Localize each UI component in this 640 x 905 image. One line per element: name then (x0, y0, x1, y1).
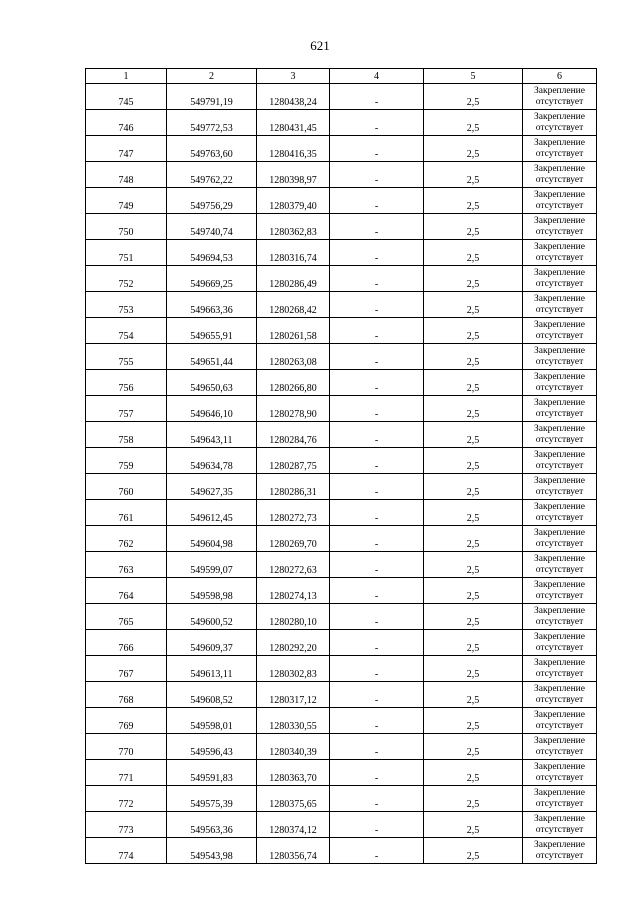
point-number-cell: 760 (86, 474, 167, 500)
x-coordinate-cell: 549609,37 (167, 630, 257, 656)
y-coordinate-cell: 1280272,73 (257, 500, 330, 526)
column-5-value-cell: 2,5 (424, 448, 523, 474)
column-5-value-cell: 2,5 (424, 110, 523, 136)
fixing-note-line: Закрепление (534, 242, 585, 252)
x-coordinate-cell: 549756,29 (167, 188, 257, 214)
column-4-value-cell: - (330, 734, 424, 760)
fixing-note-line: отсутствует (535, 227, 584, 237)
column-4-value-cell: - (330, 604, 424, 630)
point-number-cell: 755 (86, 344, 167, 370)
fixing-note-line: отсутствует (535, 279, 584, 289)
fixing-note-line: Закрепление (534, 814, 585, 824)
point-number-cell: 767 (86, 656, 167, 682)
y-coordinate-cell: 1280286,49 (257, 266, 330, 292)
point-number-cell: 759 (86, 448, 167, 474)
y-coordinate-cell: 1280316,74 (257, 240, 330, 266)
column-5-value-cell: 2,5 (424, 188, 523, 214)
fixing-note-cell (523, 136, 597, 162)
column-5-value-cell: 2,5 (424, 838, 523, 864)
y-coordinate-cell: 1280280,10 (257, 604, 330, 630)
fixing-note-cell (523, 318, 597, 344)
column-4-value-cell: - (330, 136, 424, 162)
x-coordinate-cell: 549612,45 (167, 500, 257, 526)
fixing-note-line: отсутствует (535, 175, 584, 185)
table-row (86, 734, 597, 760)
point-number-cell: 754 (86, 318, 167, 344)
table-row (86, 526, 597, 552)
y-coordinate-cell: 1280356,74 (257, 838, 330, 864)
fixing-note-line: Закрепление (534, 268, 585, 278)
fixing-note-line: отсутствует (535, 695, 584, 705)
column-4-value-cell: - (330, 682, 424, 708)
y-coordinate-cell: 1280416,35 (257, 136, 330, 162)
fixing-note-line: Закрепление (534, 710, 585, 720)
table-row (86, 500, 597, 526)
fixing-note-line: Закрепление (534, 320, 585, 330)
column-4-value-cell: - (330, 370, 424, 396)
x-coordinate-cell: 549604,98 (167, 526, 257, 552)
point-number-cell: 746 (86, 110, 167, 136)
y-coordinate-cell: 1280287,75 (257, 448, 330, 474)
column-5-value-cell: 2,5 (424, 474, 523, 500)
table-row (86, 396, 597, 422)
column-4-value-cell: - (330, 396, 424, 422)
y-coordinate-cell: 1280375,65 (257, 786, 330, 812)
table-row (86, 318, 597, 344)
column-4-value-cell: - (330, 708, 424, 734)
table-row (86, 370, 597, 396)
column-5-value-cell: 2,5 (424, 734, 523, 760)
x-coordinate-cell: 549791,19 (167, 84, 257, 110)
fixing-note-cell (523, 240, 597, 266)
point-number-cell: 774 (86, 838, 167, 864)
column-5-value-cell: 2,5 (424, 162, 523, 188)
table-row (86, 812, 597, 838)
column-4-value-cell: - (330, 630, 424, 656)
column-5-value-cell: 2,5 (424, 214, 523, 240)
column-5-value-cell: 2,5 (424, 786, 523, 812)
column-5-value-cell: 2,5 (424, 396, 523, 422)
fixing-note-line: Закрепление (534, 190, 585, 200)
y-coordinate-cell: 1280269,70 (257, 526, 330, 552)
fixing-note-cell (523, 266, 597, 292)
fixing-note-cell (523, 396, 597, 422)
x-coordinate-cell: 549655,91 (167, 318, 257, 344)
column-4-value-cell: - (330, 578, 424, 604)
point-number-cell: 763 (86, 552, 167, 578)
fixing-note-cell (523, 812, 597, 838)
x-coordinate-cell: 549651,44 (167, 344, 257, 370)
y-coordinate-cell: 1280374,12 (257, 812, 330, 838)
fixing-note-cell (523, 110, 597, 136)
fixing-note-line: отсутствует (535, 851, 584, 861)
column-4-value-cell: - (330, 188, 424, 214)
fixing-note-line: отсутствует (535, 799, 584, 809)
column-4-value-cell: - (330, 422, 424, 448)
table-row (86, 474, 597, 500)
x-coordinate-cell: 549669,25 (167, 266, 257, 292)
fixing-note-line: отсутствует (535, 409, 584, 419)
fixing-note-line: отсутствует (535, 617, 584, 627)
fixing-note-line: Закрепление (534, 502, 585, 512)
fixing-note-line: Закрепление (534, 658, 585, 668)
column-4-value-cell: - (330, 786, 424, 812)
fixing-note-line: Закрепление (534, 606, 585, 616)
point-number-cell: 762 (86, 526, 167, 552)
x-coordinate-cell: 549643,11 (167, 422, 257, 448)
table-row (86, 786, 597, 812)
y-coordinate-cell: 1280363,70 (257, 760, 330, 786)
column-5-value-cell: 2,5 (424, 136, 523, 162)
column-5-value-cell: 2,5 (424, 526, 523, 552)
column-4-value-cell: - (330, 344, 424, 370)
fixing-note-line: Закрепление (534, 372, 585, 382)
column-4-value-cell: - (330, 448, 424, 474)
fixing-note-cell (523, 656, 597, 682)
column-4-value-cell: - (330, 292, 424, 318)
point-number-cell: 757 (86, 396, 167, 422)
fixing-note-cell (523, 162, 597, 188)
fixing-note-line: отсутствует (535, 97, 584, 107)
table-row (86, 630, 597, 656)
table-row (86, 292, 597, 318)
point-number-cell: 750 (86, 214, 167, 240)
fixing-note-cell (523, 708, 597, 734)
table-row (86, 552, 597, 578)
x-coordinate-cell: 549646,10 (167, 396, 257, 422)
table-row (86, 214, 597, 240)
column-4-value-cell: - (330, 266, 424, 292)
fixing-note-line: Закрепление (534, 684, 585, 694)
fixing-note-cell (523, 786, 597, 812)
y-coordinate-cell: 1280286,31 (257, 474, 330, 500)
y-coordinate-cell: 1280292,20 (257, 630, 330, 656)
column-4-value-cell: - (330, 552, 424, 578)
column-header: 3 (257, 69, 330, 84)
table-row (86, 162, 597, 188)
point-number-cell: 765 (86, 604, 167, 630)
column-4-value-cell: - (330, 318, 424, 344)
column-4-value-cell: - (330, 526, 424, 552)
fixing-note-line: отсутствует (535, 565, 584, 575)
column-4-value-cell: - (330, 474, 424, 500)
fixing-note-cell (523, 474, 597, 500)
fixing-note-cell (523, 604, 597, 630)
x-coordinate-cell: 549600,52 (167, 604, 257, 630)
table-row (86, 136, 597, 162)
x-coordinate-cell: 549599,07 (167, 552, 257, 578)
table-row (86, 578, 597, 604)
x-coordinate-cell: 549613,11 (167, 656, 257, 682)
x-coordinate-cell: 549634,78 (167, 448, 257, 474)
table-row (86, 422, 597, 448)
fixing-note-line: отсутствует (535, 331, 584, 341)
fixing-note-line: отсутствует (535, 461, 584, 471)
fixing-note-line: Закрепление (534, 476, 585, 486)
fixing-note-line: отсутствует (535, 643, 584, 653)
coordinates-table (85, 68, 597, 864)
fixing-note-line: Закрепление (534, 580, 585, 590)
column-5-value-cell: 2,5 (424, 318, 523, 344)
column-5-value-cell: 2,5 (424, 708, 523, 734)
table-row (86, 604, 597, 630)
fixing-note-line: Закрепление (534, 788, 585, 798)
x-coordinate-cell: 549596,43 (167, 734, 257, 760)
x-coordinate-cell: 549663,36 (167, 292, 257, 318)
y-coordinate-cell: 1280398,97 (257, 162, 330, 188)
x-coordinate-cell: 549575,39 (167, 786, 257, 812)
fixing-note-line: Закрепление (534, 632, 585, 642)
column-5-value-cell: 2,5 (424, 292, 523, 318)
table-row (86, 240, 597, 266)
point-number-cell: 758 (86, 422, 167, 448)
column-header: 1 (86, 69, 167, 84)
y-coordinate-cell: 1280278,90 (257, 396, 330, 422)
y-coordinate-cell: 1280362,83 (257, 214, 330, 240)
y-coordinate-cell: 1280272,63 (257, 552, 330, 578)
fixing-note-line: отсутствует (535, 149, 584, 159)
x-coordinate-cell: 549608,52 (167, 682, 257, 708)
point-number-cell: 772 (86, 786, 167, 812)
column-header: 6 (523, 69, 597, 84)
fixing-note-cell (523, 188, 597, 214)
y-coordinate-cell: 1280438,24 (257, 84, 330, 110)
fixing-note-line: отсутствует (535, 487, 584, 497)
column-5-value-cell: 2,5 (424, 604, 523, 630)
x-coordinate-cell: 549650,63 (167, 370, 257, 396)
fixing-note-cell (523, 526, 597, 552)
fixing-note-cell (523, 630, 597, 656)
column-5-value-cell: 2,5 (424, 578, 523, 604)
y-coordinate-cell: 1280317,12 (257, 682, 330, 708)
y-coordinate-cell: 1280274,13 (257, 578, 330, 604)
fixing-note-line: отсутствует (535, 825, 584, 835)
x-coordinate-cell: 549543,98 (167, 838, 257, 864)
column-5-value-cell: 2,5 (424, 370, 523, 396)
column-4-value-cell: - (330, 500, 424, 526)
point-number-cell: 745 (86, 84, 167, 110)
fixing-note-cell (523, 422, 597, 448)
table-row (86, 266, 597, 292)
y-coordinate-cell: 1280263,08 (257, 344, 330, 370)
point-number-cell: 771 (86, 760, 167, 786)
fixing-note-line: отсутствует (535, 201, 584, 211)
fixing-note-line: Закрепление (534, 528, 585, 538)
point-number-cell: 756 (86, 370, 167, 396)
table-row (86, 760, 597, 786)
point-number-cell: 753 (86, 292, 167, 318)
x-coordinate-cell: 549591,83 (167, 760, 257, 786)
table-row (86, 656, 597, 682)
fixing-note-line: Закрепление (534, 398, 585, 408)
fixing-note-line: отсутствует (535, 123, 584, 133)
fixing-note-cell (523, 292, 597, 318)
fixing-note-cell (523, 370, 597, 396)
point-number-cell: 766 (86, 630, 167, 656)
fixing-note-cell (523, 448, 597, 474)
fixing-note-line: Закрепление (534, 424, 585, 434)
table-row (86, 110, 597, 136)
point-number-cell: 752 (86, 266, 167, 292)
column-5-value-cell: 2,5 (424, 812, 523, 838)
fixing-note-line: отсутствует (535, 513, 584, 523)
fixing-note-line: Закрепление (534, 112, 585, 122)
point-number-cell: 748 (86, 162, 167, 188)
column-5-value-cell: 2,5 (424, 656, 523, 682)
fixing-note-line: отсутствует (535, 747, 584, 757)
fixing-note-line: Закрепление (534, 138, 585, 148)
table-row (86, 708, 597, 734)
fixing-note-line: Закрепление (534, 554, 585, 564)
point-number-cell: 751 (86, 240, 167, 266)
column-header: 4 (330, 69, 424, 84)
y-coordinate-cell: 1280379,40 (257, 188, 330, 214)
fixing-note-line: Закрепление (534, 762, 585, 772)
fixing-note-line: Закрепление (534, 346, 585, 356)
fixing-note-cell (523, 682, 597, 708)
point-number-cell: 764 (86, 578, 167, 604)
y-coordinate-cell: 1280261,58 (257, 318, 330, 344)
fixing-note-line: отсутствует (535, 435, 584, 445)
fixing-note-line: отсутствует (535, 721, 584, 731)
table-row (86, 84, 597, 110)
column-header: 2 (167, 69, 257, 84)
fixing-note-line: отсутствует (535, 539, 584, 549)
column-4-value-cell: - (330, 812, 424, 838)
point-number-cell: 770 (86, 734, 167, 760)
table-row (86, 344, 597, 370)
x-coordinate-cell: 549694,53 (167, 240, 257, 266)
column-4-value-cell: - (330, 656, 424, 682)
fixing-note-line: Закрепление (534, 736, 585, 746)
fixing-note-line: отсутствует (535, 253, 584, 263)
fixing-note-cell (523, 214, 597, 240)
fixing-note-cell (523, 84, 597, 110)
column-5-value-cell: 2,5 (424, 682, 523, 708)
column-5-value-cell: 2,5 (424, 760, 523, 786)
column-4-value-cell: - (330, 214, 424, 240)
x-coordinate-cell: 549627,35 (167, 474, 257, 500)
fixing-note-line: Закрепление (534, 450, 585, 460)
page-number: 621 (310, 38, 330, 53)
fixing-note-cell (523, 578, 597, 604)
column-5-value-cell: 2,5 (424, 500, 523, 526)
column-header: 5 (424, 69, 523, 84)
fixing-note-line: отсутствует (535, 773, 584, 783)
table-row (86, 838, 597, 864)
y-coordinate-cell: 1280268,42 (257, 292, 330, 318)
column-5-value-cell: 2,5 (424, 552, 523, 578)
fixing-note-line: отсутствует (535, 591, 584, 601)
x-coordinate-cell: 549762,22 (167, 162, 257, 188)
column-5-value-cell: 2,5 (424, 240, 523, 266)
column-4-value-cell: - (330, 838, 424, 864)
x-coordinate-cell: 549598,01 (167, 708, 257, 734)
table-row (86, 188, 597, 214)
column-5-value-cell: 2,5 (424, 422, 523, 448)
column-5-value-cell: 2,5 (424, 344, 523, 370)
column-4-value-cell: - (330, 110, 424, 136)
point-number-cell: 747 (86, 136, 167, 162)
point-number-cell: 773 (86, 812, 167, 838)
fixing-note-cell (523, 500, 597, 526)
x-coordinate-cell: 549772,53 (167, 110, 257, 136)
y-coordinate-cell: 1280340,39 (257, 734, 330, 760)
point-number-cell: 768 (86, 682, 167, 708)
table-header-row (86, 69, 597, 84)
fixing-note-line: Закрепление (534, 216, 585, 226)
x-coordinate-cell: 549740,74 (167, 214, 257, 240)
column-5-value-cell: 2,5 (424, 266, 523, 292)
x-coordinate-cell: 549763,60 (167, 136, 257, 162)
fixing-note-line: Закрепление (534, 840, 585, 850)
fixing-note-cell (523, 552, 597, 578)
column-5-value-cell: 2,5 (424, 630, 523, 656)
fixing-note-line: Закрепление (534, 294, 585, 304)
table-row (86, 448, 597, 474)
fixing-note-cell (523, 838, 597, 864)
column-4-value-cell: - (330, 162, 424, 188)
fixing-note-line: отсутствует (535, 357, 584, 367)
x-coordinate-cell: 549598,98 (167, 578, 257, 604)
y-coordinate-cell: 1280266,80 (257, 370, 330, 396)
column-5-value-cell: 2,5 (424, 84, 523, 110)
y-coordinate-cell: 1280330,55 (257, 708, 330, 734)
y-coordinate-cell: 1280302,83 (257, 656, 330, 682)
y-coordinate-cell: 1280431,45 (257, 110, 330, 136)
point-number-cell: 749 (86, 188, 167, 214)
x-coordinate-cell: 549563,36 (167, 812, 257, 838)
fixing-note-cell (523, 734, 597, 760)
fixing-note-line: отсутствует (535, 305, 584, 315)
point-number-cell: 761 (86, 500, 167, 526)
fixing-note-line: Закрепление (534, 164, 585, 174)
table-row (86, 682, 597, 708)
fixing-note-line: отсутствует (535, 383, 584, 393)
fixing-note-cell (523, 760, 597, 786)
fixing-note-line: Закрепление (534, 86, 585, 96)
y-coordinate-cell: 1280284,76 (257, 422, 330, 448)
fixing-note-cell (523, 344, 597, 370)
column-4-value-cell: - (330, 84, 424, 110)
column-4-value-cell: - (330, 240, 424, 266)
point-number-cell: 769 (86, 708, 167, 734)
fixing-note-line: отсутствует (535, 669, 584, 679)
column-4-value-cell: - (330, 760, 424, 786)
